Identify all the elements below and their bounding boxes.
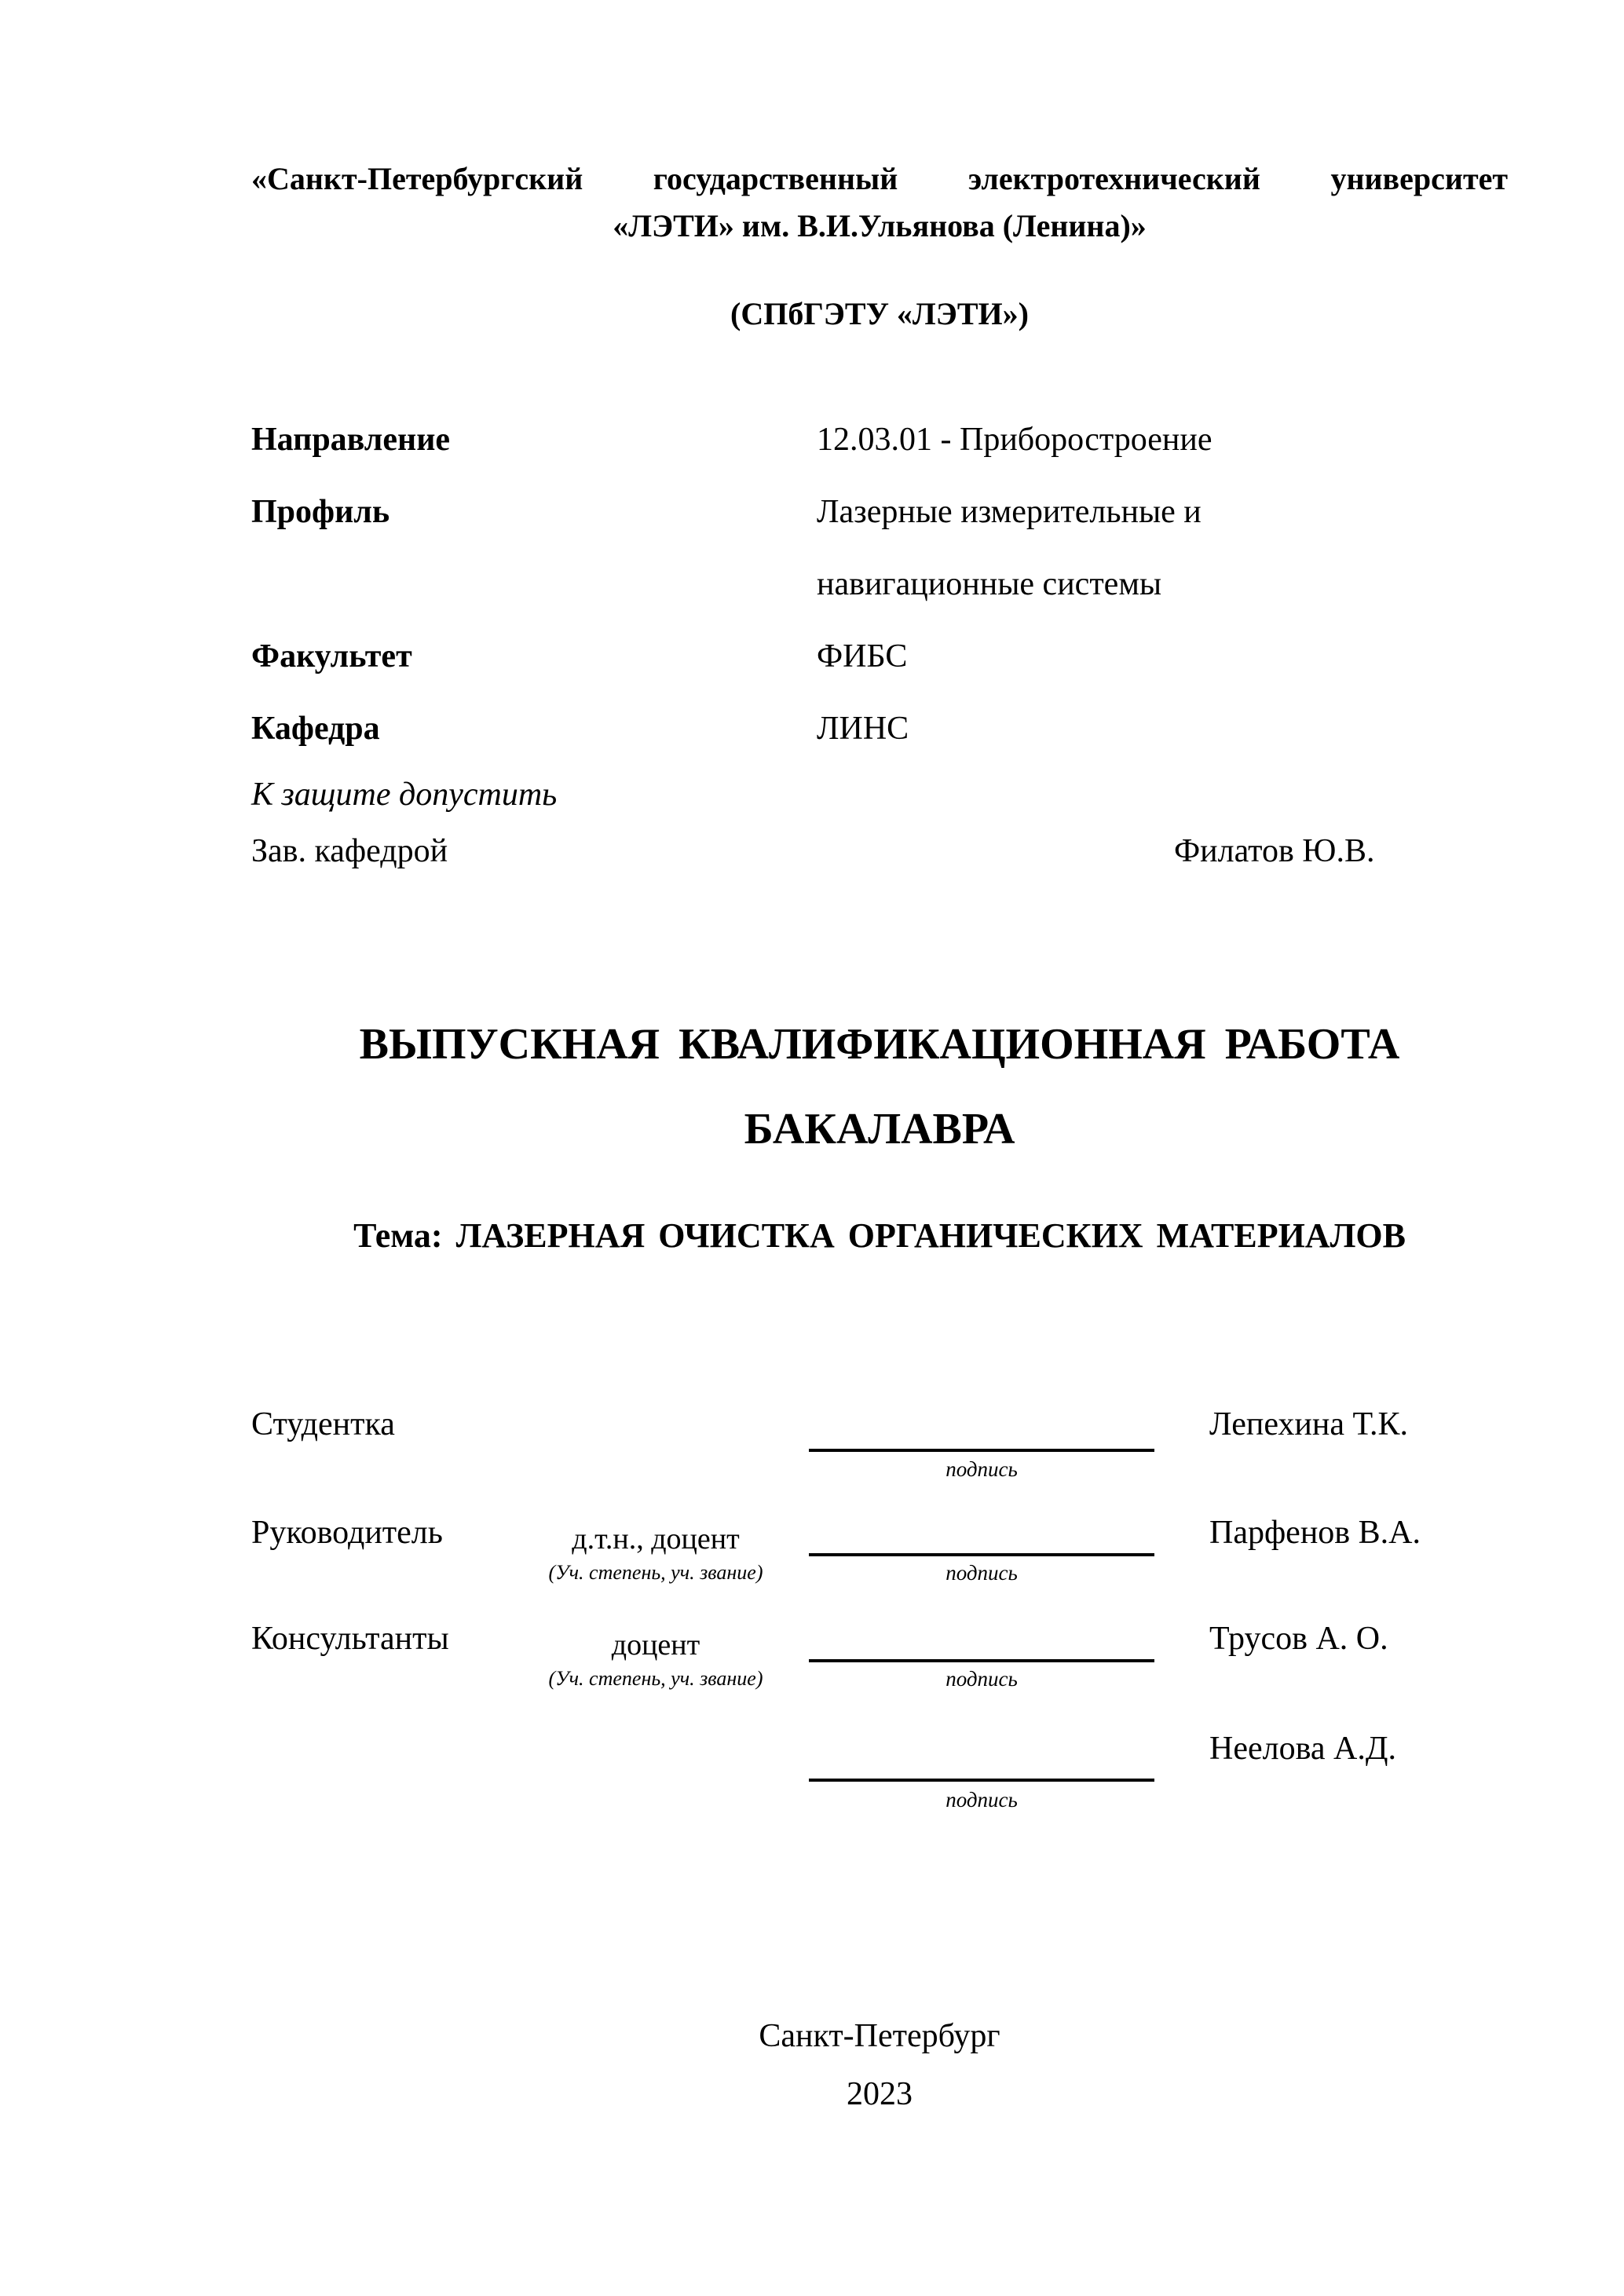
field-label: Профиль — [251, 494, 390, 530]
signature-degree-caption: (Уч. степень, уч. звание) — [548, 1667, 763, 1690]
signature-caption: подпись — [946, 1457, 1018, 1481]
field-value: ЛИНС — [817, 711, 909, 747]
signature-role: Руководитель — [251, 1515, 443, 1551]
signature-row-consultant-2 — [251, 1730, 1508, 1836]
signature-line — [809, 1553, 1154, 1556]
admission-row — [251, 832, 1508, 879]
university-name-line2: «ЛЭТИ» им. В.И.Ульянова (Ленина)» — [613, 208, 1147, 243]
field-row-profile-cont — [251, 548, 1508, 620]
program-fields — [251, 404, 1508, 765]
work-topic: Тема: ЛАЗЕРНАЯ ОЧИСТКА ОРГАНИЧЕСКИХ МАТЕРИАЛОВ — [353, 1216, 1406, 1255]
field-value: 12.03.01 - Приборостроение — [817, 422, 1213, 458]
signature-row-supervisor — [251, 1514, 1508, 1612]
field-value: навигационные системы — [817, 566, 1162, 602]
footer-city: Санкт-Петербург — [759, 2018, 1000, 2054]
signature-name: Трусов А. О. — [1209, 1621, 1388, 1657]
university-abbreviation: (СПбГЭТУ «ЛЭТИ») — [730, 296, 1029, 331]
signature-caption: подпись — [946, 1667, 1018, 1691]
signature-degree-caption: (Уч. степень, уч. звание) — [548, 1561, 763, 1584]
university-header — [251, 155, 1508, 338]
signature-degree: доцент — [611, 1629, 700, 1662]
signature-row-student — [251, 1406, 1508, 1504]
field-label: Кафедра — [251, 711, 380, 747]
signature-line — [809, 1449, 1154, 1452]
admission-note: К защите допустить — [251, 777, 558, 813]
signature-caption: подпись — [946, 1788, 1018, 1812]
footer-year: 2023 — [847, 2076, 913, 2112]
field-value: ФИБС — [817, 638, 908, 675]
signature-role: Студентка — [251, 1406, 395, 1442]
work-title — [251, 1002, 1508, 1172]
field-row-profile — [251, 476, 1508, 548]
signature-caption: подпись — [946, 1561, 1018, 1585]
department-head-name: Филатов Ю.В. — [1174, 833, 1375, 869]
field-label: Направление — [251, 422, 451, 458]
signature-name: Парфенов В.А. — [1209, 1515, 1421, 1551]
signature-role: Консультанты — [251, 1621, 449, 1657]
field-row-faculty — [251, 620, 1508, 693]
signature-name: Неелова А.Д. — [1209, 1731, 1396, 1767]
field-row-department — [251, 693, 1508, 765]
field-value: Лазерные измерительные и — [817, 494, 1202, 530]
signature-row-consultant-1 — [251, 1620, 1508, 1722]
work-title-line1: ВЫПУСКНАЯ КВАЛИФИКАЦИОННАЯ РАБОТА — [359, 1020, 1400, 1069]
field-row-direction — [251, 404, 1508, 476]
field-label: Факультет — [251, 638, 412, 675]
signature-line — [809, 1659, 1154, 1662]
signature-line — [809, 1779, 1154, 1782]
signature-degree: д.т.н., доцент — [572, 1523, 740, 1556]
department-head-label: Зав. кафедрой — [251, 833, 448, 869]
signature-name: Лепехина Т.К. — [1209, 1406, 1408, 1442]
work-title-line2: БАКАЛАВРА — [744, 1105, 1015, 1153]
footer — [251, 2007, 1508, 2123]
university-name-line1: «Санкт-Петербургский государственный электротехнический университет — [251, 161, 1508, 196]
